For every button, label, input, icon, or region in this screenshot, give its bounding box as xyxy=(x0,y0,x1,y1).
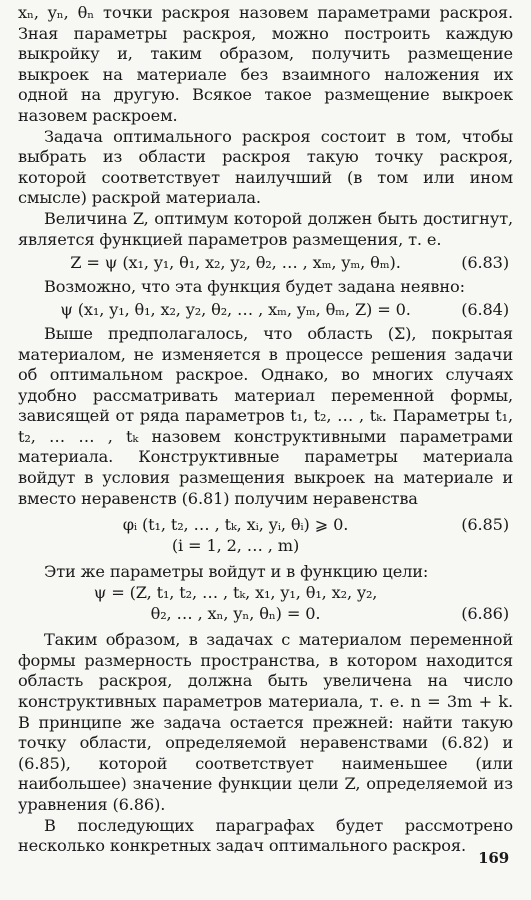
formula-6-83-body: Z = ψ (x₁, y₁, θ₁, x₂, y₂, θ₂, … , xₘ, yₘ, θₘ). xyxy=(70,253,401,273)
formula-6-85-body: φᵢ (t₁, t₂, … , tₖ, xᵢ, yᵢ, θᵢ) ⩾ 0. xyxy=(122,515,349,535)
paragraph-variable-material: Выше предполагалось, что область (Σ), покрытая материалом, не изменяется в процессе решения задачи об оптимальном раскрое. Однако, во многих случаях удобно рассматривать материал переменной формы, зависящей от ряда параметров t₁, t₂, … , tₖ. Параметры t₁, t₂, … … , tₖ назовем конструктивными параметрами материала. Конструктивные параметры материала войдут в условия размещения выкроек на материале и вместо неравенств (6.81) получим неравенства xyxy=(18,323,513,508)
formula-6-86-body-1: ψ = (Z, t₁, t₂, … , tₖ, x₁, y₁, θ₁, x₂, y₂, xyxy=(93,583,378,603)
formula-6-84-body: ψ (x₁, y₁, θ₁, x₂, y₂, θ₂, … , xₘ, yₘ, θₘ, Z) = 0. xyxy=(60,300,411,320)
paragraph-cutting-parameters: xₙ, yₙ, θₙ точки раскроя назовем параметрами раскроя. Зная параметры раскроя, можно построить каждую выкройку и, таким образом, получить размещение выкроек на материале без взаимного наложения их одной на другую. Всякое такое размещение выкроек назовем раскроем. xyxy=(18,3,513,125)
formula-6-85-index-range: (i = 1, 2, … , m) xyxy=(171,535,300,555)
formula-6-84 xyxy=(18,300,513,321)
formula-6-85 xyxy=(18,515,513,536)
equation-number-6-86: (6.86) xyxy=(461,603,509,623)
paragraph-following-sections: В последующих параграфах будет рассмотрено несколько конкретных задач оптимального раскроя. xyxy=(18,815,513,856)
paragraph-objective-function: Эти же параметры войдут и в функцию цели: xyxy=(44,562,429,582)
paragraph-dimension-increase: Таким образом, в задачах с материалом переменной формы размерность пространства, в котором находится область раскроя, должна быть увеличена на число конструктивных параметров материала, т. е. n = 3m + k. В принципе же задача остается прежней: найти такую точку области, определяемой неравенствами (6.82) и (6.85), которой соответствует наименьшее (или наибольшее) значение функции цели Z, определяемой из уравнения (6.86). xyxy=(18,630,513,814)
equation-number-6-84: (6.84) xyxy=(461,300,509,320)
equation-number-6-85: (6.85) xyxy=(461,515,509,535)
formula-6-83 xyxy=(18,253,513,274)
paragraph-optimal-cutting-task: Задача оптимального раскроя состоит в том, чтобы выбрать из области раскроя такую точку раскроя, которой соответствует наилучший (в том или ином смысле) раскрой материала. xyxy=(18,126,513,208)
paragraph-quantity-z: Величина Z, оптимум которой должен быть достигнут, является функцией параметров размещения, т. е. xyxy=(18,208,513,249)
formula-6-86-line-2 xyxy=(18,604,513,625)
equation-number-6-83: (6.83) xyxy=(461,253,509,273)
formula-6-85-condition xyxy=(18,536,513,557)
page-number: 169 xyxy=(478,849,509,867)
formula-6-86-body-2: θ₂, … , xₙ, yₙ, θₙ) = 0. xyxy=(150,603,321,623)
paragraph-implicit-function: Возможно, что эта функция будет задана неявно: xyxy=(44,276,465,296)
formula-6-86-line-1 xyxy=(18,583,513,604)
